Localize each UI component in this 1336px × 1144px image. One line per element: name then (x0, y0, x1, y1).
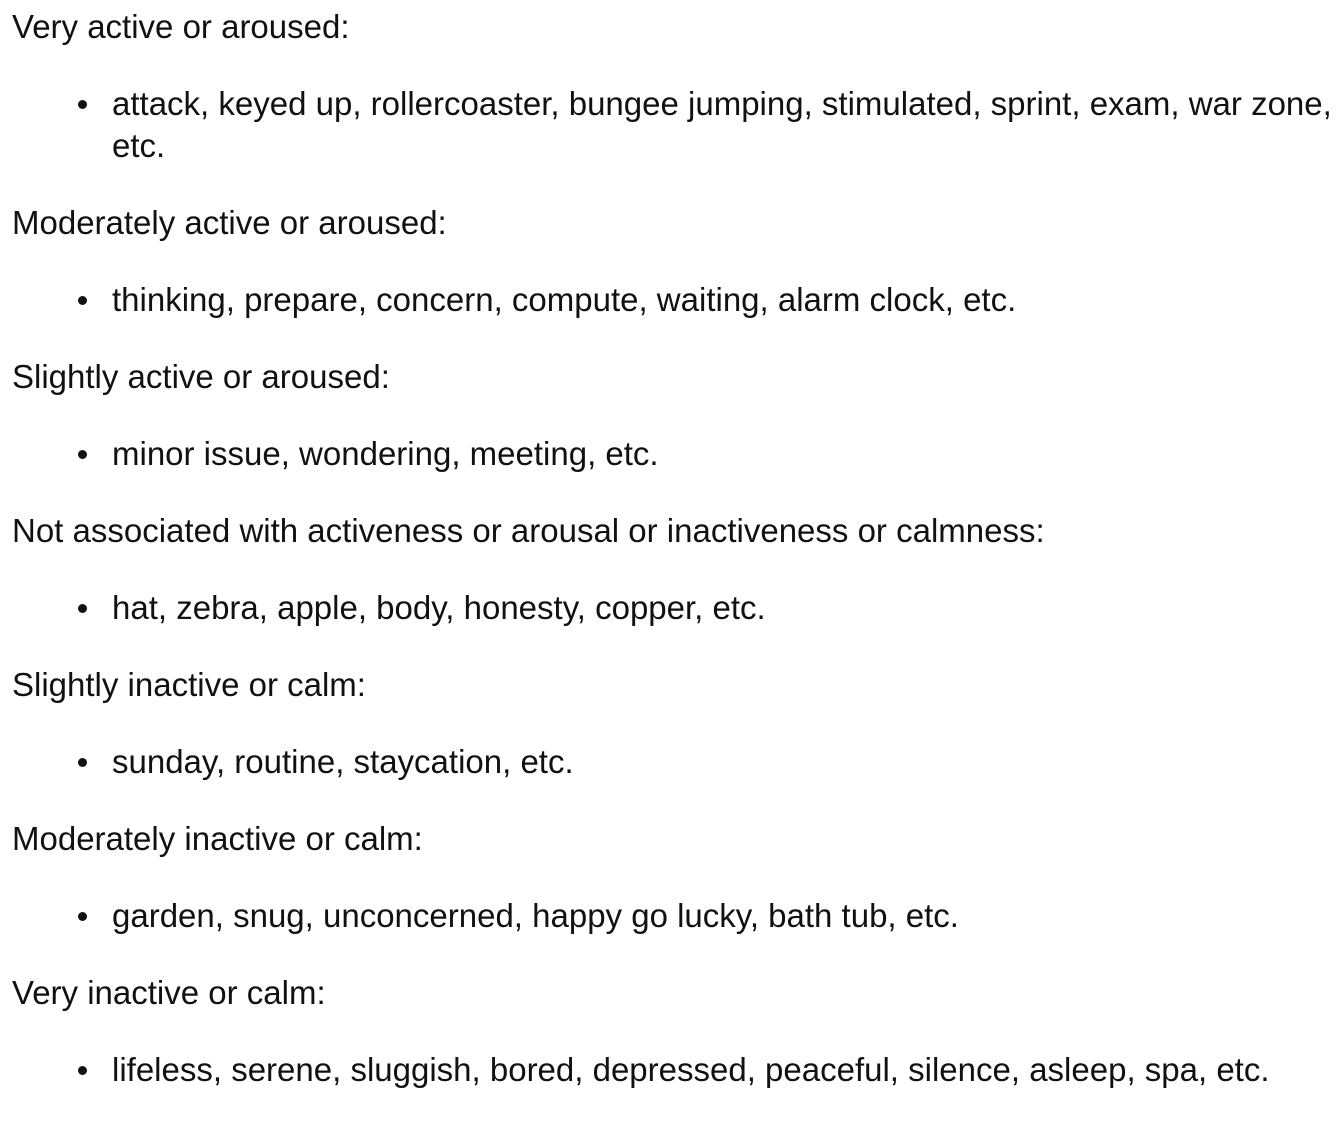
list-item (112, 895, 1324, 937)
list-item (112, 433, 1324, 475)
section-heading: Moderately active or aroused: (12, 204, 447, 241)
list-item (112, 279, 1324, 321)
section-moderately-active (12, 202, 1324, 321)
section-slightly-inactive (12, 664, 1324, 783)
section-very-active (12, 6, 1332, 167)
list-item-text: thinking, prepare, concern, compute, waiting, alarm clock, etc. (112, 281, 1017, 318)
list-item-text: attack, keyed up, rollercoaster, bungee jumping, stimulated, sprint, exam, war zone, etc. (112, 85, 1332, 164)
example-list (12, 741, 1324, 783)
section-very-inactive (12, 972, 1324, 1091)
section-heading: Very inactive or calm: (12, 974, 326, 1011)
bullet-icon (78, 1066, 87, 1075)
example-list (12, 1049, 1324, 1091)
bullet-icon (78, 604, 87, 613)
bullet-icon (78, 296, 87, 305)
bullet-icon (78, 912, 87, 921)
list-item (112, 741, 1324, 783)
bullet-icon (78, 758, 87, 767)
example-list (12, 587, 1324, 629)
section-heading: Not associated with activeness or arousal or inactiveness or calmness: (12, 512, 1045, 549)
bullet-icon (78, 450, 87, 459)
section-moderately-inactive (12, 818, 1324, 937)
section-neutral (12, 510, 1324, 629)
section-heading: Very active or aroused: (12, 8, 350, 45)
list-item-text: lifeless, serene, sluggish, bored, depressed, peaceful, silence, asleep, spa, etc. (112, 1051, 1270, 1088)
example-list (12, 83, 1332, 167)
section-heading: Moderately inactive or calm: (12, 820, 423, 857)
section-heading: Slightly active or aroused: (12, 358, 390, 395)
list-item-text: hat, zebra, apple, body, honesty, copper, etc. (112, 589, 766, 626)
bullet-icon (78, 100, 87, 109)
example-list (12, 279, 1324, 321)
section-slightly-active (12, 356, 1324, 475)
list-item-text: garden, snug, unconcerned, happy go lucky, bath tub, etc. (112, 897, 959, 934)
list-item (112, 1049, 1324, 1091)
example-list (12, 433, 1324, 475)
example-list (12, 895, 1324, 937)
list-item-text: sunday, routine, staycation, etc. (112, 743, 574, 780)
list-item (112, 587, 1324, 629)
section-heading: Slightly inactive or calm: (12, 666, 366, 703)
list-item-text: minor issue, wondering, meeting, etc. (112, 435, 659, 472)
list-item (112, 83, 1332, 167)
